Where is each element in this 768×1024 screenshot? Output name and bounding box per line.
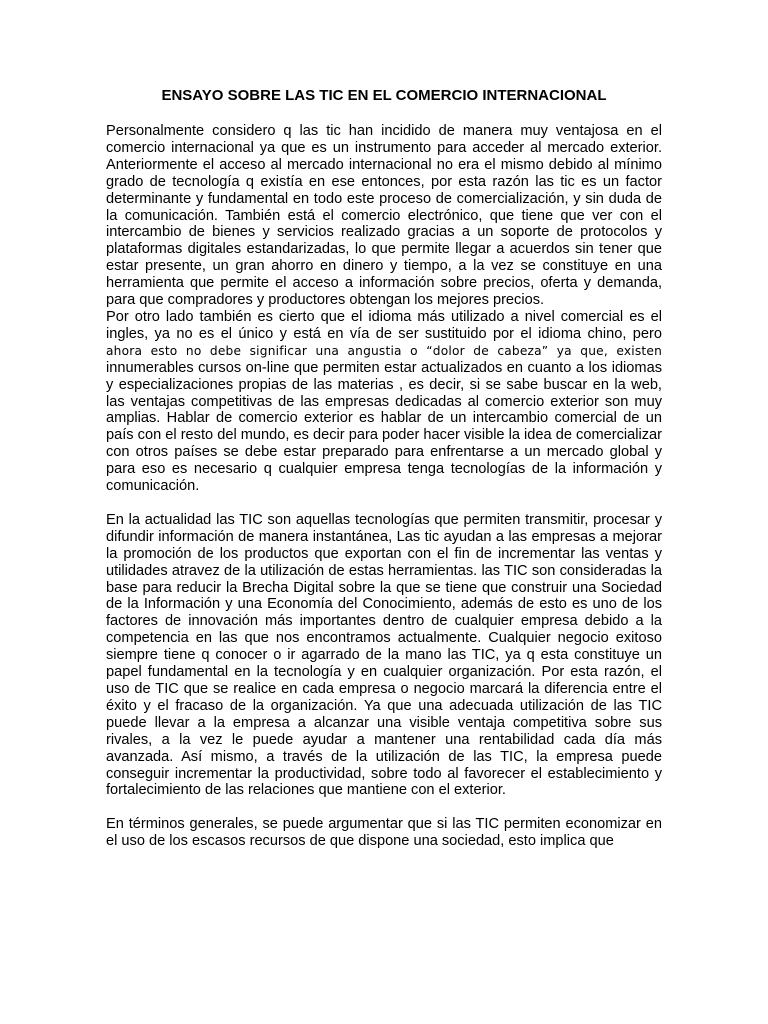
paragraph-3: En la actualidad las TIC son aquellas tecnologías que permiten transmitir, procesar y difundir información de manera instantánea, Las tic ayudan a las empresas a mejorar la promoción de los productos que exportan con el fin de incrementar las ventas y utilidades atravez de la utilización de estas herramientas. las TIC son consideradas la base para reducir la Brecha Digital sobre la que se tiene que construir una Sociedad de la Información y una Economía del Conocimiento, además de esto es uno de los factores de innovación más importantes dentro de cualquier empresa debido a la competencia en las que nos encontramos actualmente. Cualquier negocio exitoso siempre tiene q conocer o ir agarrado de la mano las TIC, ya q esta constituye un papel fundamental en la tecnología y en cualquier organización. Por esta razón, el uso de TIC que se realice en cada empresa o negocio marcará la diferencia entre el éxito y el fracaso de la organización. Ya que una adecuada utilización de las TIC puede llevar a la empresa a alcanzar una visible ventaja competitiva sobre sus rivales, a la vez le puede ayudar a mantener una rentabilidad cada día más avanzada. Así mismo, a través de la utilización de las TIC, la empresa puede conseguir incrementar la productividad, sobre todo al favorecer el establecimiento y fortalecimiento de las relaciones que mantiene con el exterior. [106, 511, 662, 799]
paragraph-2-part-3: innumerables cursos on-line que permiten estar actualizados en cuanto a los idiomas y especializaciones propias de las materias , es decir, si se sabe buscar en la web, las ventajas competitivas de las empresas dedicadas al comercio exterior son muy amplias. Hablar de comercio exterior es hablar de un intercambio comercial de un país con el resto del mundo, es decir para poder hacer visible la idea de comercializar con otros países se debe estar preparado para enfrentarse a un mercado global y para eso es necesario q cualquier empresa tenga tecnologías de la información y comunicación. [106, 359, 662, 495]
document-page [106, 86, 662, 850]
paragraph-2-part-1: Por otro lado también es cierto que el idioma más utilizado a nivel comercial es el ingles, ya no es el único y está en vía de ser sustituido por el idioma chino, pero [106, 308, 662, 342]
paragraph-spacer [106, 799, 662, 816]
paragraph-spacer [106, 495, 662, 512]
paragraph-2 [106, 309, 662, 495]
paragraph-1: Personalmente considero q las tic han incidido de manera muy ventajosa en el comercio internacional ya que es un instrumento para acceder al mercado exterior. Anteriormente el acceso al mercado internacional no era el mismo debido al mínimo grado de tecnología q existía en ese entonces, por esta razón las tic es un factor determinante y fundamental en todo este proceso de comercialización, y sin duda de la comunicación. También está el comercio electrónico, que tiene que ver con el intercambio de bienes y servicios realizado gracias a un soporte de protocolos y plataformas digitales estandarizadas, lo que permite llegar a acuerdos sin tener que estar presente, un gran ahorro en dinero y tiempo, a la vez se constituye en una herramienta que permite el acceso a información sobre precios, oferta y demanda, para que compradores y productores obtengan los mejores precios. [106, 123, 662, 309]
paragraph-4: En términos generales, se puede argumentar que si las TIC permiten economizar en el uso de los escasos recursos de que dispone una sociedad, esto implica que [106, 816, 662, 850]
paragraph-2-part-2: ahora esto no debe significar una angustia o “dolor de cabeza” ya que, existen [106, 343, 662, 358]
page-title: ENSAYO SOBRE LAS TIC EN EL COMERCIO INTERNACIONAL [161, 87, 607, 104]
